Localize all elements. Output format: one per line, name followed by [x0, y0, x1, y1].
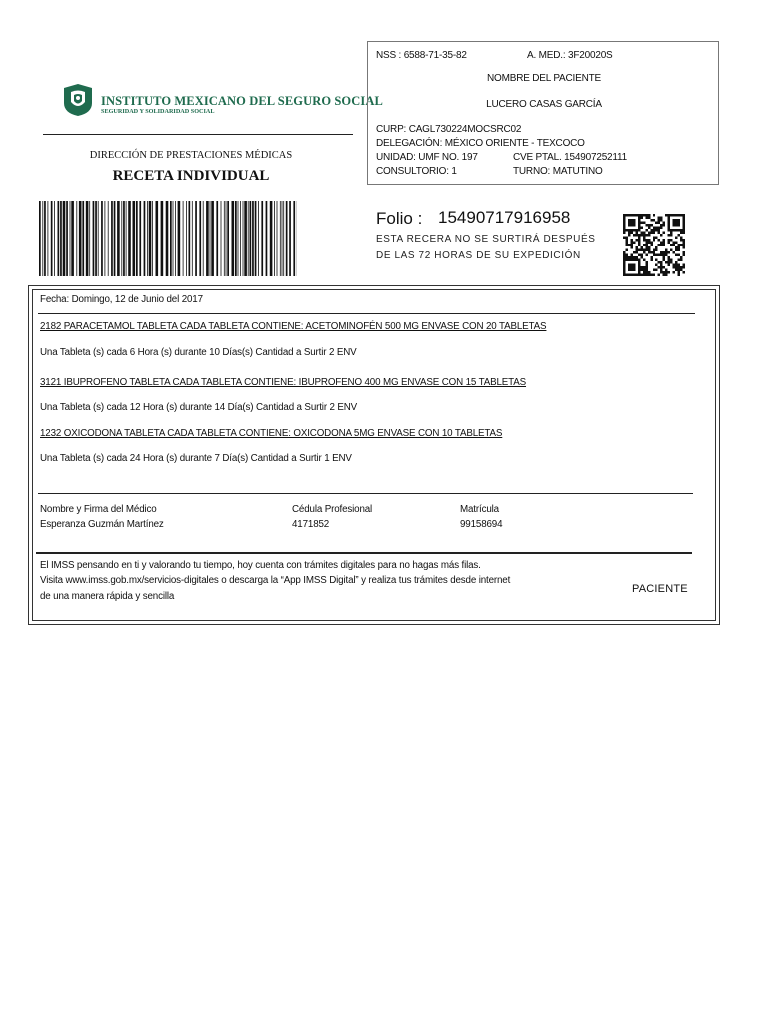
qr-code-icon [623, 214, 685, 276]
doctor-name-label: Nombre y Firma del Médico [40, 504, 157, 515]
folio-number: 15490717916958 [438, 208, 571, 227]
a-med-field: A. MED.: 3F20020S [527, 50, 613, 61]
medication-item: 2182 PARACETAMOL TABLETA CADA TABLETA CONTIENE: ACETOMINOFÉN 500 MG ENVASE CON 20 TABLETAS [40, 321, 547, 332]
cedula-value: 4171852 [292, 519, 330, 530]
delegacion-field: DELEGACIÓN: MÉXICO ORIENTE - TEXCOCO [376, 138, 585, 149]
header-divider [43, 134, 353, 135]
document-title: RECETA INDIVIDUAL [112, 168, 270, 184]
dosage-instructions: Una Tableta (s) cada 12 Hora (s) durante 14 Día(s) Cantidad a Surtir 2 ENV [40, 402, 358, 413]
patient-info-box [367, 41, 719, 185]
footer-divider [36, 552, 692, 554]
imss-logo-icon [62, 83, 94, 117]
institution-name: INSTITUTO MEXICANO DEL SEGURO SOCIAL [101, 94, 383, 108]
expiry-warning-line1: ESTA RECERA NO SE SURTIRÁ DESPUÉS [376, 234, 596, 245]
footer-notice-line1: El IMSS pensando en ti y valorando tu tiempo, hoy cuenta con trámites digitales para no hagas más filas. [40, 560, 481, 571]
cve-ptal-field: CVE PTAL. 154907252111 [513, 152, 628, 163]
department-name: DIRECCIÓN DE PRESTACIONES MÉDICAS [89, 150, 293, 161]
nss-field: NSS : 6588-71-35-82 [376, 50, 467, 61]
cedula-label: Cédula Profesional [292, 504, 373, 515]
medication-item: 3121 IBUPROFENO TABLETA CADA TABLETA CONTIENE: IBUPROFENO 400 MG ENVASE CON 15 TABLETAS [40, 377, 527, 388]
matricula-label: Matrícula [460, 504, 499, 515]
matricula-value: 99158694 [460, 519, 503, 530]
consultorio-field: CONSULTORIO: 1 [376, 166, 457, 177]
folio-label: Folio : [376, 209, 423, 228]
footer-notice-line2: Visita www.imss.gob.mx/servicios-digitales o descarga la “App IMSS Digital” y realiza tus trámites desde internet [40, 575, 511, 586]
dosage-instructions: Una Tableta (s) cada 24 Hora (s) durante 7 Día(s) Cantidad a Surtir 1 ENV [40, 453, 352, 464]
curp-field: CURP: CAGL730224MOCSRC02 [376, 124, 522, 135]
footer-notice-line3: de una manera rápida y sencilla [40, 591, 175, 602]
unidad-field: UNIDAD: UMF NO. 197 [376, 152, 478, 163]
turno-field: TURNO: MATUTINO [513, 166, 603, 177]
doctor-name: Esperanza Guzmán Martínez [40, 519, 164, 530]
dosage-instructions: Una Tableta (s) cada 6 Hora (s) durante 10 Días(s) Cantidad a Surtir 2 ENV [40, 347, 357, 358]
prescription-date: Fecha: Domingo, 12 de Junio del 2017 [40, 294, 203, 305]
copy-label: PACIENTE [632, 583, 688, 595]
barcode-icon [37, 201, 299, 276]
expiry-warning-line2: DE LAS 72 HORAS DE SU EXPEDICIÓN [376, 250, 581, 261]
date-divider [38, 313, 695, 314]
medication-item: 1232 OXICODONA TABLETA CADA TABLETA CONTIENE: OXICODONA 5MG ENVASE CON 10 TABLETAS [40, 428, 503, 439]
institution-tagline: SEGURIDAD Y SOLIDARIDAD SOCIAL [101, 108, 215, 115]
patient-name-label: NOMBRE DEL PACIENTE [487, 73, 601, 84]
patient-name: LUCERO CASAS GARCÍA [486, 99, 602, 110]
signature-divider [38, 493, 693, 494]
